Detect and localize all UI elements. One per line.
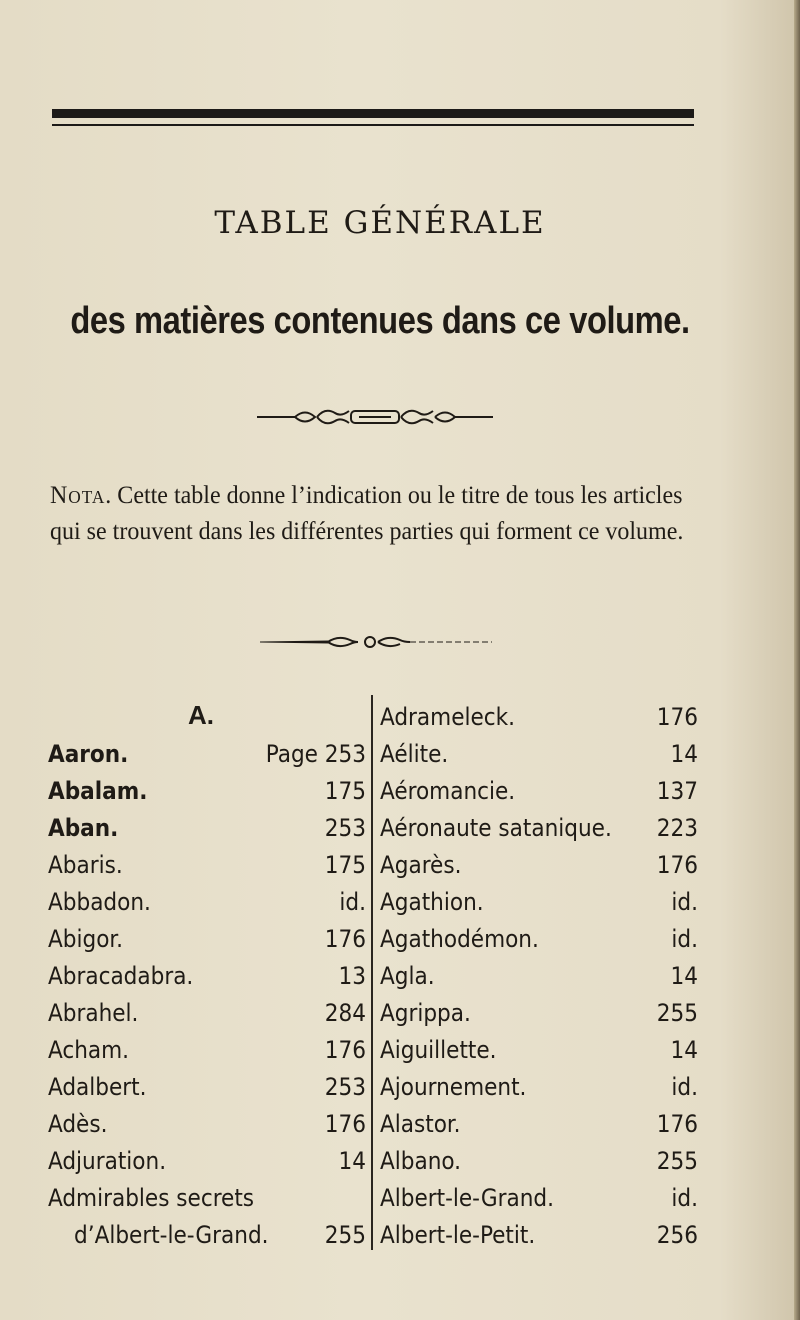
entry-term: Adalbert.	[48, 1073, 147, 1101]
entry-term: Admirables secrets	[48, 1184, 255, 1212]
entry-term: Albano.	[380, 1147, 462, 1175]
entry-page: id.	[671, 888, 698, 916]
entry-page: 255	[324, 1221, 366, 1249]
index-entry	[380, 1070, 698, 1104]
entry-term: Aéromancie.	[380, 777, 516, 805]
entry-page: 176	[324, 1110, 366, 1138]
index-entry	[380, 1144, 698, 1178]
entry-term: Albert-le-Grand.	[380, 1184, 554, 1212]
entry-page: 176	[324, 1036, 366, 1064]
entry-page: id.	[671, 1184, 698, 1212]
page-title: TABLE GÉNÉRALE	[214, 205, 546, 241]
index-entry	[380, 737, 698, 771]
index-entry	[48, 1033, 366, 1067]
entry-term: Adrameleck.	[380, 703, 515, 731]
entry-page: 253	[324, 1073, 366, 1101]
entry-page: 176	[324, 925, 366, 953]
entry-page: 176	[656, 1110, 698, 1138]
index-entry	[380, 922, 698, 956]
index-entry	[380, 1218, 698, 1252]
index-entry	[48, 737, 366, 771]
entry-page: 223	[656, 814, 698, 842]
entry-page: id.	[671, 925, 698, 953]
index-entry	[380, 1033, 698, 1067]
index-entry	[380, 885, 698, 919]
entry-term: Abracadabra.	[48, 962, 194, 990]
entry-term: Abbadon.	[48, 888, 151, 916]
index-entry	[48, 996, 366, 1030]
entry-term: Abigor.	[48, 925, 123, 953]
nota-label: Nota	[50, 482, 106, 509]
entry-page: 255	[656, 1147, 698, 1175]
entry-term: Acham.	[48, 1036, 130, 1064]
entry-term: Abalam.	[48, 777, 148, 805]
entry-page: 14	[670, 962, 698, 990]
index-entry	[380, 700, 698, 734]
entry-page: 255	[656, 999, 698, 1027]
entry-term: Agla.	[380, 962, 435, 990]
nota-text: . Cette table donne l’indication ou le titre de tous les articles qui se trouvent dans les différentes parties qui forment ce volume.	[50, 482, 684, 545]
entry-term: Aaron.	[48, 740, 129, 768]
entry-page: 176	[656, 703, 698, 731]
page-edge-shadow	[794, 0, 800, 1320]
entry-page: id.	[339, 888, 366, 916]
index-entry	[48, 1218, 366, 1252]
index-entry	[380, 959, 698, 993]
nota-paragraph	[50, 478, 684, 550]
index-entry	[380, 848, 698, 882]
index-entry	[48, 848, 366, 882]
index-entry	[48, 959, 366, 993]
index-entry	[48, 922, 366, 956]
entry-page: 284	[324, 999, 366, 1027]
entry-term: Agarès.	[380, 851, 462, 879]
header-rule-thick	[52, 109, 694, 118]
entry-page: 13	[338, 962, 366, 990]
index-entry	[48, 1107, 366, 1141]
entry-page: id.	[671, 1073, 698, 1101]
entry-term: Albert-le-Petit.	[380, 1221, 536, 1249]
section-letter: A.	[188, 700, 214, 730]
entry-page: 175	[324, 777, 366, 805]
index-entry	[48, 774, 366, 808]
index-entry	[48, 811, 366, 845]
ornament-divider-icon	[258, 633, 494, 651]
entry-term: Ajournement.	[380, 1073, 527, 1101]
entry-term: Agathion.	[380, 888, 484, 916]
entry-term: Abrahel.	[48, 999, 139, 1027]
index-entry	[380, 1107, 698, 1141]
entry-term: d’Albert-le-Grand.	[74, 1221, 269, 1249]
entry-page: 253	[324, 814, 366, 842]
entry-page: 14	[670, 1036, 698, 1064]
index-entry	[380, 811, 698, 845]
entry-term: Abaris.	[48, 851, 123, 879]
index-entry	[380, 996, 698, 1030]
entry-page: 14	[338, 1147, 366, 1175]
entry-term: Aiguillette.	[380, 1036, 497, 1064]
index-entry	[380, 1181, 698, 1215]
entry-page: 137	[656, 777, 698, 805]
entry-term: Alastor.	[380, 1110, 461, 1138]
index-entry	[48, 1181, 366, 1215]
entry-term: Aélite.	[380, 740, 449, 768]
entry-page: 256	[656, 1221, 698, 1249]
entry-page: 175	[324, 851, 366, 879]
index-entry	[48, 1070, 366, 1104]
entry-term: Aban.	[48, 814, 119, 842]
entry-term: Agathodémon.	[380, 925, 539, 953]
ornament-flourish-icon	[255, 405, 495, 429]
entry-page: 176	[656, 851, 698, 879]
index-entry	[380, 774, 698, 808]
entry-page: 14	[670, 740, 698, 768]
entry-term: Adjuration.	[48, 1147, 167, 1175]
page-subtitle: des matières contenues dans ce volume.	[70, 300, 690, 342]
column-divider	[371, 695, 373, 1250]
index-entry	[48, 1144, 366, 1178]
entry-term: Adès.	[48, 1110, 108, 1138]
header-rule-thin	[52, 124, 694, 126]
entry-page: Page 253	[265, 740, 366, 768]
entry-term: Agrippa.	[380, 999, 471, 1027]
entry-term: Aéronaute satanique.	[380, 814, 612, 842]
index-entry	[48, 885, 366, 919]
